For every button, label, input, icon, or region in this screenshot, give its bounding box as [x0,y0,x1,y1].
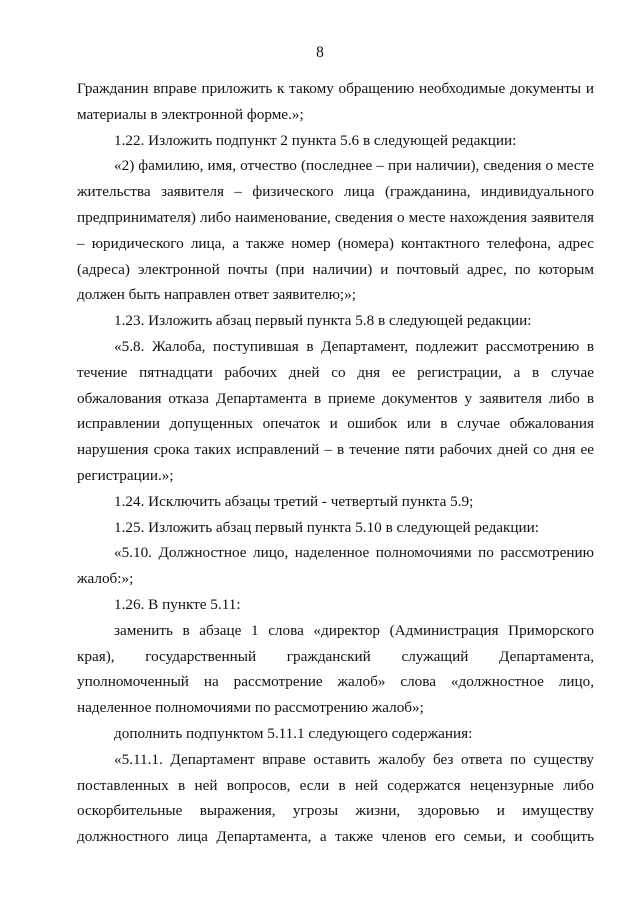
paragraph-replace-words: заменить в абзаце 1 слова «директор (Администрация Приморского края), государственный гражданский служащий Департамента, уполномоченный на рассмотрение жалоб» слова «должностное лицо, наделенное полномочиями по рассмотрению жалоб»; [77,621,594,717]
document-body [77,76,594,850]
paragraph-add-subitem: дополнить подпунктом 5.11.1 следующего содержания: [114,724,473,742]
paragraph-item-1-23: 1.23. Изложить абзац первый пункта 5.8 в следующей редакции: [114,312,532,330]
paragraph-quote-5-11-1: «5.11.1. Департамент вправе оставить жалобу без ответа по существу поставленных в ней вопросов, если в ней содержатся нецензурные либо оскорбительные выражения, угрозы жизни, здоровью и имуществу должностного лица Департамента, а также членов его семьи, и сообщить [77,750,594,846]
paragraph-quote-5-10: «5.10. Должностное лицо, наделенное полномочиями по рассмотрению жалоб:»; [77,544,594,588]
paragraph-item-1-24: 1.24. Исключить абзацы третий - четвертый пункта 5.9; [114,492,474,510]
paragraph-item-1-25: 1.25. Изложить абзац первый пункта 5.10 в следующей редакции: [114,518,540,536]
paragraph-quote-subitem-2: «2) фамилию, имя, отчество (последнее – при наличии), сведения о месте жительства заявителя – физического лица (гражданина, индивидуального предпринимателя) либо наименование, сведения о месте нахождения заявителя – юридического лица, а также номер (номера) контактного телефона, адрес (адреса) электронной почты (при наличии) и почтовый адрес, по которым должен быть направлен ответ заявителю;»; [77,157,594,304]
paragraph-quote-5-8: «5.8. Жалоба, поступившая в Департамент, подлежит рассмотрению в течение пятнадцати рабочих дней со дня ее регистрации, а в случае обжалования отказа Департамента в приеме документов у заявителя либо в исправлении допущенных опечаток и ошибок или в случае обжалования нарушения срока таких исправлений – в течение пяти рабочих дней со дня ее регистрации.»; [77,337,594,484]
page-number: 8 [316,44,324,61]
paragraph-continuation: Гражданин вправе приложить к такому обращению необходимые документы и материалы в электронной форме.»; [77,80,594,123]
paragraph-item-1-22: 1.22. Изложить подпункт 2 пункта 5.6 в следующей редакции: [114,131,517,149]
paragraph-item-1-26: 1.26. В пункте 5.11: [114,595,241,613]
